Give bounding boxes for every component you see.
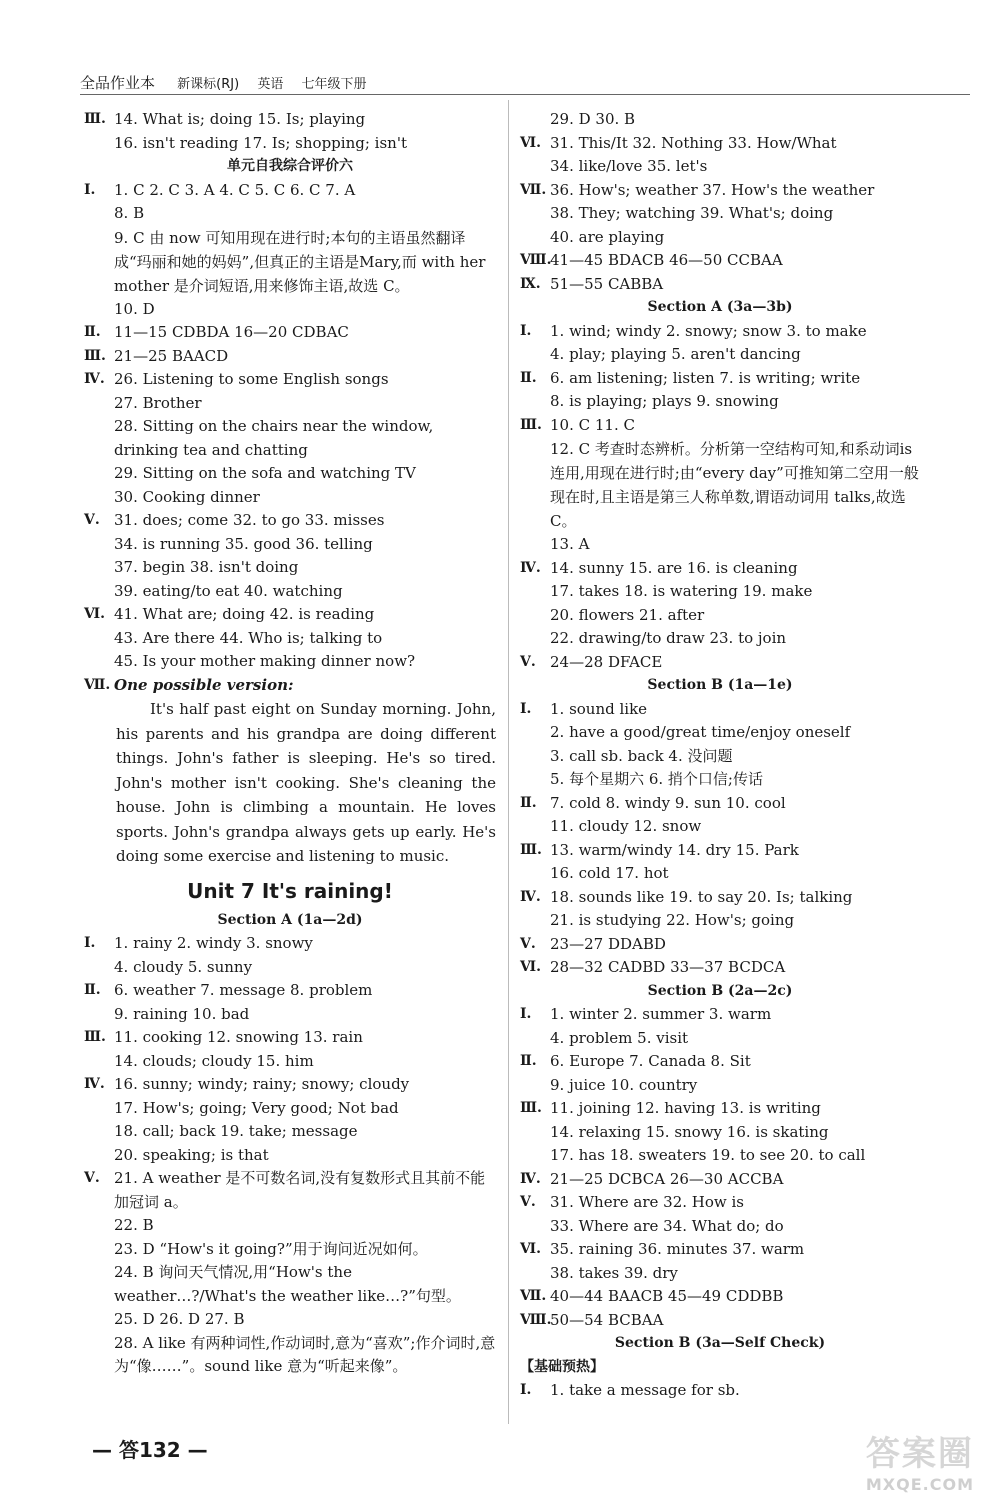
section-numeral: Ⅶ. bbox=[520, 181, 547, 198]
answer-line: Ⅵ. 28—32 CADBD 33—37 BCDCA bbox=[520, 956, 920, 980]
answer-line: 33. Where are 34. What do; do bbox=[550, 1216, 784, 1235]
answer-line: 14. clouds; cloudy 15. him bbox=[114, 1051, 314, 1070]
section-heading: Section B (3a—Self Check) bbox=[614, 1335, 826, 1351]
answer-line: 21. is studying 22. How's; going bbox=[550, 911, 795, 929]
section-numeral: Ⅴ. bbox=[520, 1194, 536, 1210]
section-numeral: Ⅱ. bbox=[84, 324, 101, 340]
section-numeral: Ⅰ. bbox=[520, 700, 532, 717]
section-numeral: Ⅳ. bbox=[520, 559, 541, 576]
grade-label: 七年级下册 bbox=[301, 77, 367, 92]
answer-line: Ⅲ. 11. cooking 12. snowing 13. rain bbox=[84, 1026, 496, 1050]
answer-line: 17. How's; going; Very good; Not bad bbox=[114, 1098, 399, 1117]
answer-line: Ⅲ. 13. warm/windy 14. dry 15. Park bbox=[520, 839, 920, 863]
answer-line: 14. relaxing 15. snowy 16. is skating bbox=[550, 1122, 829, 1141]
answer-line: 8. is playing; plays 9. snowing bbox=[550, 392, 779, 410]
section-numeral: Ⅶ. bbox=[84, 676, 111, 693]
answer-line: 25. D 26. D 27. B bbox=[114, 1310, 245, 1328]
answer-explanation: 9. C 由 now 可知用现在进行时;本句的主语虽然翻译成“玛丽和她的妈妈”,但真正的主语是Mary,而 with her mother 是介词短语,用来修饰主语,故选 C。 bbox=[114, 228, 486, 295]
answer-line: 22. drawing/to draw 23. to join bbox=[550, 629, 787, 647]
answer-line: Ⅴ. 24—28 DFACE bbox=[520, 651, 920, 675]
answer-line: Ⅲ. 11. joining 12. having 13. is writing bbox=[520, 1097, 920, 1121]
section-numeral: Ⅲ. bbox=[84, 347, 106, 364]
answer-line: Ⅲ. 14. What is; doing 15. Is; playing bbox=[84, 108, 496, 132]
section-numeral: Ⅴ. bbox=[84, 1170, 100, 1186]
answer-line: 38. takes 39. dry bbox=[550, 1263, 678, 1282]
section-numeral: Ⅰ. bbox=[520, 322, 532, 339]
answer-line: 13. A bbox=[550, 535, 590, 553]
section-numeral: Ⅳ. bbox=[520, 1170, 541, 1187]
answer-explanation: 28. A like 有两种词性,作动词时,意为“喜欢”;作介词时,意为“像……”。sound like 意为“听起来像”。 bbox=[114, 1333, 496, 1375]
answer-line: Ⅰ. 1. sound like bbox=[520, 698, 920, 722]
answer-explanation: 12. C 考查时态辨析。分析第一空结构可知,和系动词is连用,用现在进行时;由“every day”可推知第二空用一般现在时,且主语是第三人称单数,谓语动词用 talks,故选 C。 bbox=[550, 440, 919, 530]
section-numeral: Ⅴ. bbox=[520, 653, 536, 670]
section-heading: Section A (3a—3b) bbox=[647, 299, 793, 315]
answer-line: 20. speaking; is that bbox=[114, 1145, 269, 1164]
answer-line: 39. eating/to eat 40. watching bbox=[114, 581, 343, 600]
edition-label: 新课标(RJ) bbox=[177, 77, 240, 92]
answer-line: 4. problem 5. visit bbox=[550, 1028, 689, 1047]
answer-line: Ⅳ. 21—25 DCBCA 26—30 ACCBA bbox=[520, 1168, 920, 1192]
answer-line: Ⅰ. 1. winter 2. summer 3. warm bbox=[520, 1003, 920, 1027]
answer-line: Ⅶ. 36. How's; weather 37. How's the weather bbox=[520, 179, 920, 203]
section-numeral: Ⅲ. bbox=[84, 1029, 106, 1045]
answer-line: 34. like/love 35. let's bbox=[550, 157, 708, 175]
section-numeral: Ⅱ. bbox=[520, 1053, 537, 1069]
answer-line: Ⅴ. 31. does; come 32. to go 33. misses bbox=[84, 509, 496, 533]
section-numeral: Ⅱ. bbox=[84, 982, 101, 998]
answer-line: Ⅲ. 10. C 11. C bbox=[520, 414, 920, 438]
answer-line: 3. call sb. back 4. 没问题 bbox=[550, 746, 733, 765]
section-numeral: Ⅶ. bbox=[520, 1288, 547, 1304]
unit-title: Unit 7 It's raining! bbox=[187, 878, 393, 903]
answer-line: 18. call; back 19. take; message bbox=[114, 1122, 358, 1140]
section-numeral: Ⅳ. bbox=[520, 888, 541, 905]
answer-line: 37. begin 38. isn't doing bbox=[114, 558, 299, 576]
answer-line: 9. juice 10. country bbox=[550, 1075, 698, 1094]
answer-line: Ⅰ. 1. wind; windy 2. snowy; snow 3. to make bbox=[520, 320, 920, 344]
answer-line: 17. has 18. sweaters 19. to see 20. to call bbox=[550, 1146, 866, 1164]
answer-line: Ⅲ. 21—25 BAACD bbox=[84, 345, 496, 369]
section-numeral: Ⅵ. bbox=[520, 959, 541, 975]
section-numeral: Ⅵ. bbox=[520, 1241, 541, 1257]
answer-line: Ⅱ. 6. am listening; listen 7. is writing; write bbox=[520, 367, 920, 391]
answer-line: 22. B bbox=[114, 1216, 154, 1234]
answer-line: 17. takes 18. is watering 19. make bbox=[550, 582, 813, 600]
answer-explanation: Ⅴ. 21. A weather 是不可数名词,没有复数形式且其前不能加冠词 a。 bbox=[84, 1169, 486, 1211]
answer-line: 8. B bbox=[114, 204, 145, 222]
section-numeral: Ⅷ. bbox=[520, 1311, 552, 1328]
left-column bbox=[84, 108, 496, 1379]
answer-line: Ⅶ. 40—44 BAACB 45—49 CDDBB bbox=[520, 1285, 920, 1309]
unit-review-heading: 单元自我综合评价六 bbox=[227, 158, 353, 174]
section-numeral: Ⅵ. bbox=[520, 134, 541, 151]
answer-line: Ⅴ. 23—27 DDABD bbox=[520, 933, 920, 957]
section-numeral: Ⅱ. bbox=[520, 794, 537, 811]
answer-line: Ⅰ. 1. C 2. C 3. A 4. C 5. C 6. C 7. A bbox=[84, 179, 496, 203]
answer-line: 29. Sitting on the sofa and watching TV bbox=[114, 464, 416, 482]
answer-line: Ⅳ. 16. sunny; windy; rainy; snowy; cloudy bbox=[84, 1073, 496, 1097]
section-numeral: Ⅳ. bbox=[84, 1076, 105, 1092]
section-numeral: Ⅲ. bbox=[520, 1100, 542, 1116]
section-numeral: Ⅴ. bbox=[520, 935, 536, 952]
column-divider bbox=[508, 100, 509, 1424]
answer-line: Ⅷ. 41—45 BDACB 46—50 CCBAA bbox=[520, 249, 920, 273]
answer-line: 20. flowers 21. after bbox=[550, 605, 705, 624]
subsection-label: 【基础预热】 bbox=[520, 1358, 604, 1375]
answer-line: 43. Are there 44. Who is; talking to bbox=[114, 628, 383, 647]
answer-line: 28. Sitting on the chairs near the window, drinking tea and chatting bbox=[114, 417, 434, 459]
section-numeral: Ⅰ. bbox=[520, 1006, 532, 1022]
section-numeral: Ⅵ. bbox=[84, 606, 105, 622]
answer-line: Ⅰ. 1. take a message for sb. bbox=[520, 1379, 920, 1403]
answer-line: Ⅴ. 31. Where are 32. How is bbox=[520, 1191, 920, 1215]
answer-line: Ⅵ. 35. raining 36. minutes 37. warm bbox=[520, 1238, 920, 1262]
answer-line: 9. raining 10. bad bbox=[114, 1004, 250, 1023]
answer-line: 10. D bbox=[114, 299, 155, 318]
answer-line: 11. cloudy 12. snow bbox=[550, 817, 702, 835]
section-numeral: Ⅰ. bbox=[84, 181, 96, 198]
answer-line: Ⅳ. 26. Listening to some English songs bbox=[84, 368, 496, 392]
model-essay: It's half past eight on Sunday morning. John, his parents and his grandpa are doing different things. John's father is sleeping. He's so tired. John's mother isn't cooking. She's cleaning the house. John is climbing a mountain. He loves sports. John's grandpa always gets up early. He's doing some exercise and listening to music. bbox=[116, 700, 496, 865]
answer-line: 30. Cooking dinner bbox=[114, 487, 260, 506]
right-column bbox=[520, 108, 920, 1403]
watermark bbox=[866, 1426, 974, 1494]
section-numeral: Ⅲ. bbox=[520, 841, 542, 858]
answer-line: Ⅷ. 50—54 BCBAA bbox=[520, 1309, 920, 1333]
section-numeral: Ⅰ. bbox=[84, 935, 96, 951]
book-brand: 全品作业本 bbox=[80, 74, 156, 92]
answer-line: 27. Brother bbox=[114, 393, 202, 412]
section-numeral: Ⅲ. bbox=[84, 111, 106, 127]
section-heading: Section A (1a—2d) bbox=[217, 911, 363, 928]
section-numeral: Ⅸ. bbox=[520, 275, 541, 292]
answer-explanation: 24. B 询问天气情况,用“How's the weather…?/What's the weather like…?”句型。 bbox=[114, 1263, 461, 1305]
section-numeral: Ⅷ. bbox=[520, 252, 552, 268]
section-heading: Section B (2a—2c) bbox=[647, 982, 793, 999]
answer-line: Ⅶ. One possible version: bbox=[84, 674, 496, 698]
answer-line: Ⅰ. 1. rainy 2. windy 3. snowy bbox=[84, 932, 496, 956]
section-numeral: Ⅴ. bbox=[84, 512, 100, 528]
answer-line: 5. 每个星期六 6. 捎个口信;传话 bbox=[550, 770, 763, 788]
section-numeral: Ⅱ. bbox=[520, 369, 537, 386]
header-rule bbox=[80, 94, 970, 95]
answer-line: 45. Is your mother making dinner now? bbox=[114, 652, 416, 670]
answer-line: 16. isn't reading 17. Is; shopping; isn't bbox=[114, 133, 407, 152]
answer-line: Ⅱ. 11—15 CDBDA 16—20 CDBAC bbox=[84, 321, 496, 345]
answer-line: 40. are playing bbox=[550, 227, 665, 246]
subject-label: 英语 bbox=[257, 77, 284, 92]
answer-line: Ⅱ. 6. weather 7. message 8. problem bbox=[84, 979, 496, 1003]
section-numeral: Ⅰ. bbox=[520, 1382, 532, 1398]
answer-line: Ⅱ. 6. Europe 7. Canada 8. Sit bbox=[520, 1050, 920, 1074]
answer-line: Ⅳ. 18. sounds like 19. to say 20. Is; talking bbox=[520, 886, 920, 910]
running-header bbox=[80, 72, 380, 93]
answer-line: Ⅸ. 51—55 CABBA bbox=[520, 273, 920, 297]
answer-line: 2. have a good/great time/enjoy oneself bbox=[550, 723, 851, 741]
section-heading: Section B (1a—1e) bbox=[647, 677, 793, 693]
watermark-url: MXQE.COM bbox=[865, 1475, 974, 1494]
answer-line: Ⅱ. 7. cold 8. windy 9. sun 10. cool bbox=[520, 792, 920, 816]
answer-line: 16. cold 17. hot bbox=[550, 864, 669, 882]
page-number: — 答132 — bbox=[92, 1438, 208, 1462]
answer-line: 4. cloudy 5. sunny bbox=[114, 957, 253, 976]
answer-line: Ⅵ. 31. This/It 32. Nothing 33. How/What bbox=[520, 132, 920, 156]
answer-line: 29. D 30. B bbox=[550, 110, 636, 128]
answer-line: Ⅵ. 41. What are; doing 42. is reading bbox=[84, 603, 496, 627]
answer-line: Ⅳ. 14. sunny 15. are 16. is cleaning bbox=[520, 557, 920, 581]
answer-line: 38. They; watching 39. What's; doing bbox=[550, 204, 834, 222]
answer-line: 34. is running 35. good 36. telling bbox=[114, 534, 373, 553]
answer-line: 23. D “How's it going?”用于询问近况如何。 bbox=[114, 1239, 428, 1258]
answer-line: 4. play; playing 5. aren't dancing bbox=[550, 345, 801, 363]
section-numeral: Ⅲ. bbox=[520, 416, 542, 433]
watermark-logo: 答案圈 bbox=[865, 1434, 974, 1474]
section-numeral: Ⅳ. bbox=[84, 371, 105, 387]
